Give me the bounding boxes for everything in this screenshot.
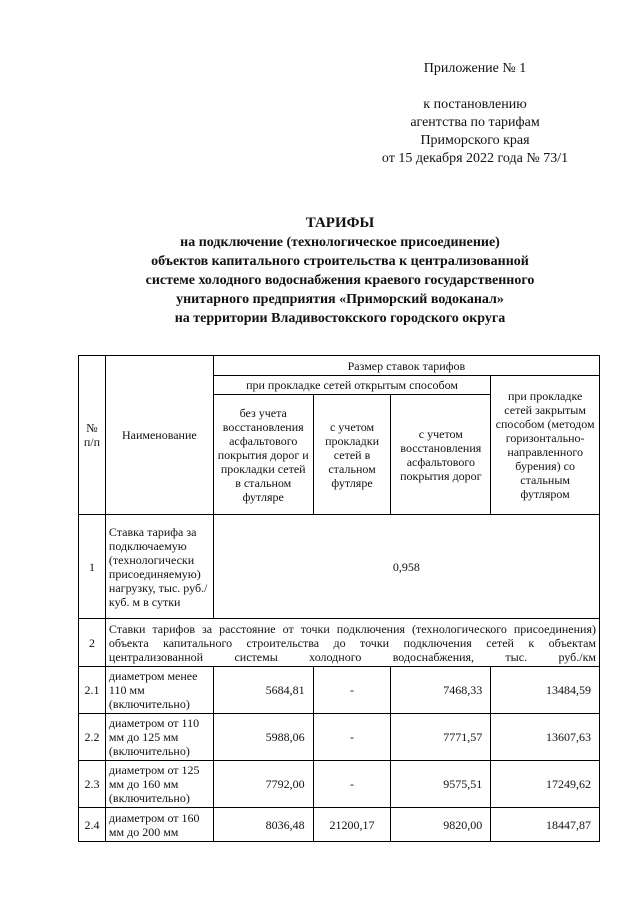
row-num: 2.2: [79, 714, 106, 761]
row-name: диаметром менее 110 мм (включительно): [105, 667, 213, 714]
heading-line: унитарного предприятия «Приморский водоканал»: [176, 292, 504, 307]
row1-value: 0,958: [213, 515, 599, 619]
row-v3: 9575,51: [391, 761, 491, 808]
row-name: диаметром от 110 мм до 125 мм (включительно): [105, 714, 213, 761]
row-name: диаметром от 125 мм до 160 мм (включительно): [105, 761, 213, 808]
row1-name: Ставка тарифа за подключаемую (технологически присоединяемую) нагрузку, тыс. руб./куб. м в сутки: [105, 515, 213, 619]
table-row: [79, 667, 600, 714]
heading-line: системе холодного водоснабжения краевого государственного: [145, 273, 535, 288]
table-row: [79, 761, 600, 808]
tariff-table: [78, 355, 600, 842]
heading-line: на территории Владивостокского городского округа: [174, 311, 506, 326]
appendix-title: Приложение № 1: [423, 61, 527, 76]
appendix-date: от 15 декабря 2022 года № 73/1: [381, 151, 569, 166]
header-col2: с учетом прокладки сетей в стальном футляре: [313, 395, 391, 515]
row2-num: 2: [79, 619, 106, 667]
row-v1: 5684,81: [213, 667, 313, 714]
row1-num: 1: [79, 515, 106, 619]
row-num: 2.1: [79, 667, 106, 714]
appendix-line: агентства по тарифам: [410, 115, 540, 130]
header-col1: без учета восстановления асфальтового покрытия дорог и прокладки сетей в стальном футляре: [213, 395, 313, 515]
row-v4: 18447,87: [491, 808, 600, 842]
header-num: № п/п: [79, 356, 106, 515]
row-v1: 5988,06: [213, 714, 313, 761]
row-v3: 9820,00: [391, 808, 491, 842]
heading-title: ТАРИФЫ: [305, 215, 375, 231]
row-num: 2.3: [79, 761, 106, 808]
appendix-line: Приморского края: [420, 133, 530, 148]
row-v2: -: [313, 761, 391, 808]
heading: [60, 214, 620, 328]
row-v3: 7771,57: [391, 714, 491, 761]
row-v2: -: [313, 667, 391, 714]
row-v2: 21200,17: [313, 808, 391, 842]
heading-line: объектов капитального строительства к централизованной: [151, 254, 529, 269]
row-name: диаметром от 160 мм до 200 мм: [105, 808, 213, 842]
table-row: [79, 714, 600, 761]
row-num: 2.4: [79, 808, 106, 842]
header-rates: Размер ставок тарифов: [213, 356, 599, 376]
row-v2: -: [313, 714, 391, 761]
row-v4: 13484,59: [491, 667, 600, 714]
header-name: Наименование: [105, 356, 213, 515]
appendix-line: к постановлению: [423, 97, 527, 112]
header-closed: при прокладке сетей закрытым способом (методом горизонтально-направленного бурения) со стальным футляром: [491, 376, 600, 515]
heading-line: на подключение (технологическое присоединение): [180, 235, 500, 250]
row-v1: 8036,48: [213, 808, 313, 842]
table-row: [79, 808, 600, 842]
row2-text: Ставки тарифов за расстояние от точки подключения (технологического присоединения) объекта капитального строительства до точки подключения сетей к объектам централизованной системы холодного водоснабжения, тыс. руб./км: [105, 619, 599, 667]
row-v3: 7468,33: [391, 667, 491, 714]
header-open: при прокладке сетей открытым способом: [213, 376, 490, 395]
header-col3: с учетом восстановления асфальтового покрытия дорог: [391, 395, 491, 515]
row-v4: 13607,63: [491, 714, 600, 761]
row-v4: 17249,62: [491, 761, 600, 808]
row-v1: 7792,00: [213, 761, 313, 808]
